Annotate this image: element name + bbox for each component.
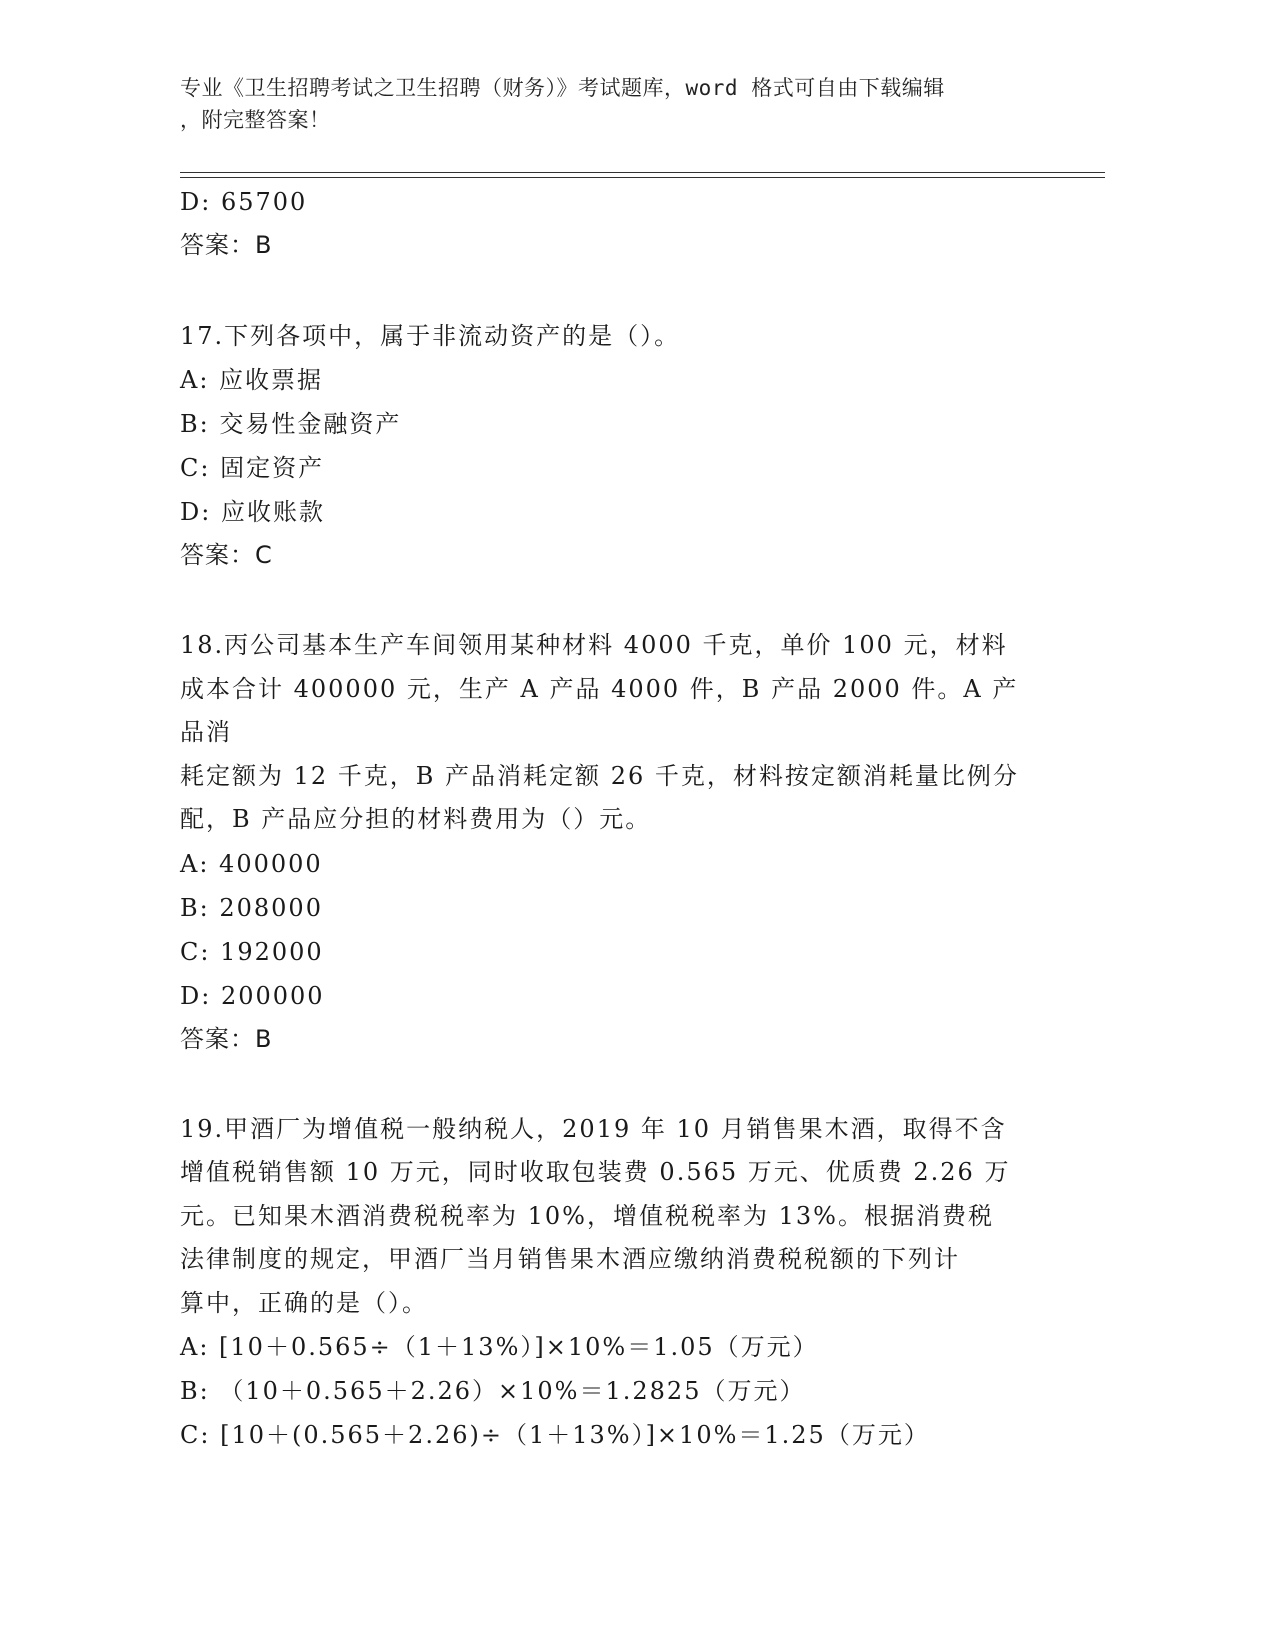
option-a: A: 应收票据 bbox=[180, 366, 324, 394]
option-d: D: 65700 bbox=[180, 188, 308, 216]
answer-label: 答案：B bbox=[180, 1024, 273, 1053]
header-title-line: 专业《卫生招聘考试之卫生招聘（财务）》考试题库，word 格式可自由下载编辑 bbox=[180, 76, 945, 100]
spacer bbox=[180, 266, 1040, 314]
stem-line: 配，B 产品应分担的材料费用为（）元。 bbox=[180, 805, 652, 833]
question-19 bbox=[180, 1108, 1040, 1458]
stem-line: 耗定额为 12 千克，B 产品消耗定额 26 千克，材料按定额消耗量比例分 bbox=[180, 761, 1019, 790]
spacer bbox=[180, 576, 1040, 624]
stem-line: 元。已知果木酒消费税税率为 10%，增值税税率为 13%。根据消费税 bbox=[180, 1201, 994, 1230]
option-a: A: [10＋0.565÷（1＋13%）]×10%＝1.05（万元） bbox=[180, 1333, 819, 1361]
question-stem bbox=[180, 1108, 1040, 1326]
question-18 bbox=[180, 624, 1040, 1060]
header-title-line-continued: ，附完整答案！ bbox=[180, 108, 331, 132]
option-b: B: 208000 bbox=[180, 893, 323, 922]
stem-line: 算中，正确的是（）。 bbox=[180, 1288, 428, 1317]
stem-line: 法律制度的规定，甲酒厂当月销售果木酒应缴纳消费税税额的下列计 bbox=[180, 1245, 960, 1273]
question-16 bbox=[180, 180, 1040, 266]
spacer bbox=[180, 1060, 1040, 1108]
question-stem bbox=[180, 624, 1040, 842]
header-rule-bottom bbox=[180, 177, 1105, 178]
stem-line: 19.甲酒厂为增值税一般纳税人，2019 年 10 月销售果木酒，取得不含 bbox=[180, 1114, 1007, 1143]
document-header bbox=[180, 72, 1060, 136]
header-rule-top bbox=[180, 172, 1105, 173]
option-c: C: 固定资产 bbox=[180, 454, 325, 482]
answer-label: 答案：B bbox=[180, 231, 273, 259]
option-a: A: 400000 bbox=[180, 849, 323, 878]
option-c: C: [10＋(0.565＋2.26)÷（1＋13%）]×10%＝1.25（万元） bbox=[180, 1421, 930, 1449]
option-d: D: 应收账款 bbox=[180, 498, 325, 526]
stem-line: 增值税销售额 10 万元，同时收取包装费 0.565 万元、优质费 2.26 万 bbox=[180, 1158, 1011, 1186]
stem-line: 成本合计 400000 元，生产 A 产品 4000 件，B 产品 2000 件。A 产品消 bbox=[180, 674, 1019, 746]
question-content bbox=[180, 180, 1040, 1457]
option-d: D: 200000 bbox=[180, 981, 325, 1010]
option-c: C: 192000 bbox=[180, 937, 324, 966]
answer-label: 答案：C bbox=[180, 541, 273, 569]
option-b: B: 交易性金融资产 bbox=[180, 410, 402, 438]
stem-line: 18.丙公司基本生产车间领用某种材料 4000 千克，单价 100 元，材料 bbox=[180, 631, 1008, 659]
option-b: B: （10＋0.565＋2.26）×10%＝1.2825（万元） bbox=[180, 1377, 806, 1405]
question-stem: 17.下列各项中，属于非流动资产的是（）。 bbox=[180, 322, 681, 350]
question-17 bbox=[180, 314, 1040, 576]
